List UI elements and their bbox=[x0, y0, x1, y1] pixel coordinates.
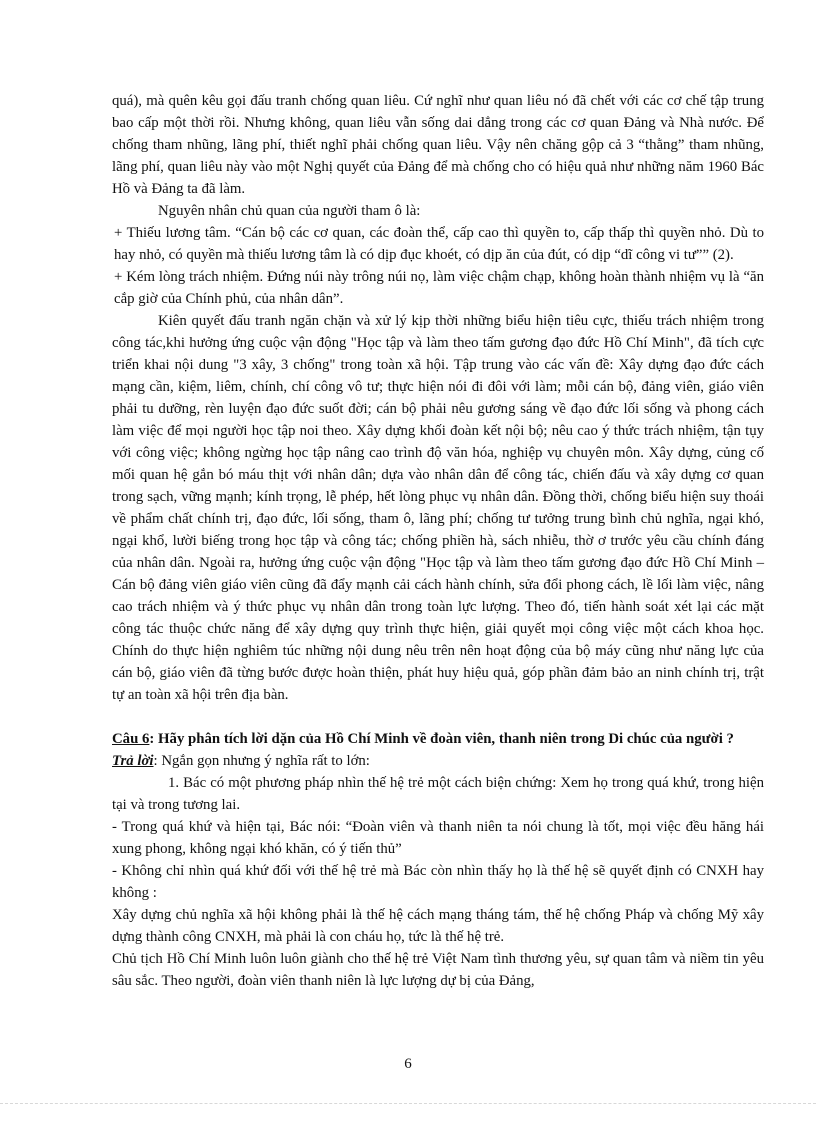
answer-intro bbox=[112, 750, 764, 772]
answer-future: - Không chỉ nhìn quá khứ đối với thế hệ trẻ mà Bác còn nhìn thấy họ là thế hệ sẽ quyết định có CNXH hay không : bbox=[112, 863, 764, 901]
answer-intro-text: : Ngắn gọn nhưng ý nghĩa rất to lớn: bbox=[153, 753, 370, 769]
paragraph-causes-heading: Nguyên nhân chủ quan của người tham ô là: bbox=[158, 203, 421, 219]
document-body bbox=[112, 90, 764, 992]
page-number: 6 bbox=[404, 1056, 412, 1072]
paragraph-lack-conscience: + Thiếu lương tâm. “Cán bộ các cơ quan, các đoàn thể, cấp cao thì quyền to, cấp thấp thì quyền nhỏ. Dù to hay nhỏ, có quyền mà thiếu lương tâm là có dịp đục khoét, có dịp ăn của đút, có dịp “dĩ công vi tư”” (2). bbox=[114, 225, 764, 263]
answer-past-present: - Trong quá khứ và hiện tại, Bác nói: “Đoàn viên và thanh niên ta nói chung là tốt, mọi việc đều hăng hái xung phong, không ngại khó khăn, có ý tiến thủ” bbox=[112, 819, 764, 857]
page-bottom-divider bbox=[0, 1103, 816, 1104]
question-heading bbox=[112, 728, 764, 750]
paragraph-struggle: Kiên quyết đấu tranh ngăn chặn và xử lý kịp thời những biểu hiện tiêu cực, thiếu trách nhiệm trong công tác,khi hưởng ứng cuộc vận động "Học tập và làm theo tấm gương đạo đức Hồ Chí Minh", đã tích cực triển khai nội dung "3 xây, 3 chống" trong toàn xã hội. Tập trung vào các vấn đề: Xây dựng đạo đức cách mạng cần, kiệm, liêm, chính, chí công vô tư; thực hiện nói đi đôi với làm; mỗi cán bộ, đảng viên, giáo viên phải tu dưỡng, rèn luyện đạo đức suốt đời; cán bộ phải nêu gương sáng về đạo đức lối sống và phong cách làm việc để mọi người học tập noi theo. Xây dựng khối đoàn kết nội bộ; nêu cao ý thức trách nhiệm, tận tụy với công việc; không ngừng học tập nâng cao trình độ văn hóa, nghiệp vụ chuyên môn. Xây dựng, củng cố mối quan hệ gắn bó máu thịt với nhân dân; dựa vào nhân dân để công tác, chiến đấu và xây dựng cơ quan trong sạch, vững mạnh; kính trọng, lễ phép, hết lòng phục vụ nhân dân. Đồng thời, chống biểu hiện suy thoái về phẩm chất chính trị, đạo đức, lối sống, tham ô, lãng phí; chống tư tưởng trung bình chủ nghĩa, ngại khó, ngại khổ, lười biếng trong học tập và công tác; chống phiền hà, sách nhiễu, thờ ơ trước yêu cầu chính đáng của nhân dân. Ngoài ra, hưởng ứng cuộc vận động "Học tập và làm theo tấm gương đạo đức Hồ Chí Minh – Cán bộ đảng viên giáo viên cũng đã đẩy mạnh cải cách hành chính, sửa đổi phong cách, lề lối làm việc, nâng cao trách nhiệm và ý thức phục vụ nhân dân trong toàn lực lượng. Theo đó, tiến hành soát xét lại các mặt công tác thuộc chức năng để xây dựng quy trình thực hiện, giải quyết mọi công việc một cách khoa học. Chính do thực hiện nghiêm túc những nội dung nêu trên nên hoạt động của bộ máy cũng như năng lực của cán bộ, giáo viên đã từng bước được hoàn thiện, phát huy hiệu quả, góp phần đảm bảo an ninh chính trị, trật tự an toàn xã hội trên địa bàn. bbox=[112, 313, 764, 703]
answer-love-youth: Chủ tịch Hồ Chí Minh luôn luôn giành cho thế hệ trẻ Việt Nam tình thương yêu, sự quan tâm và niềm tin yêu sâu sắc. Theo người, đoàn viên thanh niên là lực lượng dự bị của Đảng, bbox=[112, 951, 764, 989]
answer-point-1: 1. Bác có một phương pháp nhìn thế hệ trẻ một cách biện chứng: Xem họ trong quá khứ, trong hiện tại và trong tương lai. bbox=[112, 775, 764, 813]
paragraph-lack-responsibility: + Kém lòng trách nhiệm. Đứng núi này trông núi nọ, làm việc chậm chạp, không hoàn thành nhiệm vụ là “ăn cắp giờ của Chính phủ, của nhân dân”. bbox=[114, 269, 764, 307]
answer-build-socialism: Xây dựng chủ nghĩa xã hội không phải là thế hệ cách mạng tháng tám, thế hệ chống Pháp và chống Mỹ xây dựng thành công CNXH, mà phải là con cháu họ, tức là thế hệ trẻ. bbox=[112, 907, 764, 945]
question-label: Câu 6 bbox=[112, 731, 150, 747]
paragraph-bureaucracy: quá), mà quên kêu gọi đấu tranh chống quan liêu. Cứ nghĩ như quan liêu nó đã chết với các cơ chế tập trung bao cấp một thời rồi. Nhưng không, quan liêu vẫn sống dai dẳng trong các cơ quan Đảng và Nhà nước. Để chống tham nhũng, lãng phí, thiết nghĩ phải chống quan liêu. Vậy nên chăng gộp cả 3 “thằng” tham nhũng, lãng phí, quan liêu này vào một Nghị quyết của Đảng để mà chống cho có hiệu quả như những năm 1960 Bác Hồ và Đảng ta đã làm. bbox=[112, 93, 764, 197]
question-text: : Hãy phân tích lời dặn của Hồ Chí Minh về đoàn viên, thanh niên trong Di chúc của người ? bbox=[149, 731, 734, 747]
answer-label: Trả lời bbox=[112, 753, 154, 769]
